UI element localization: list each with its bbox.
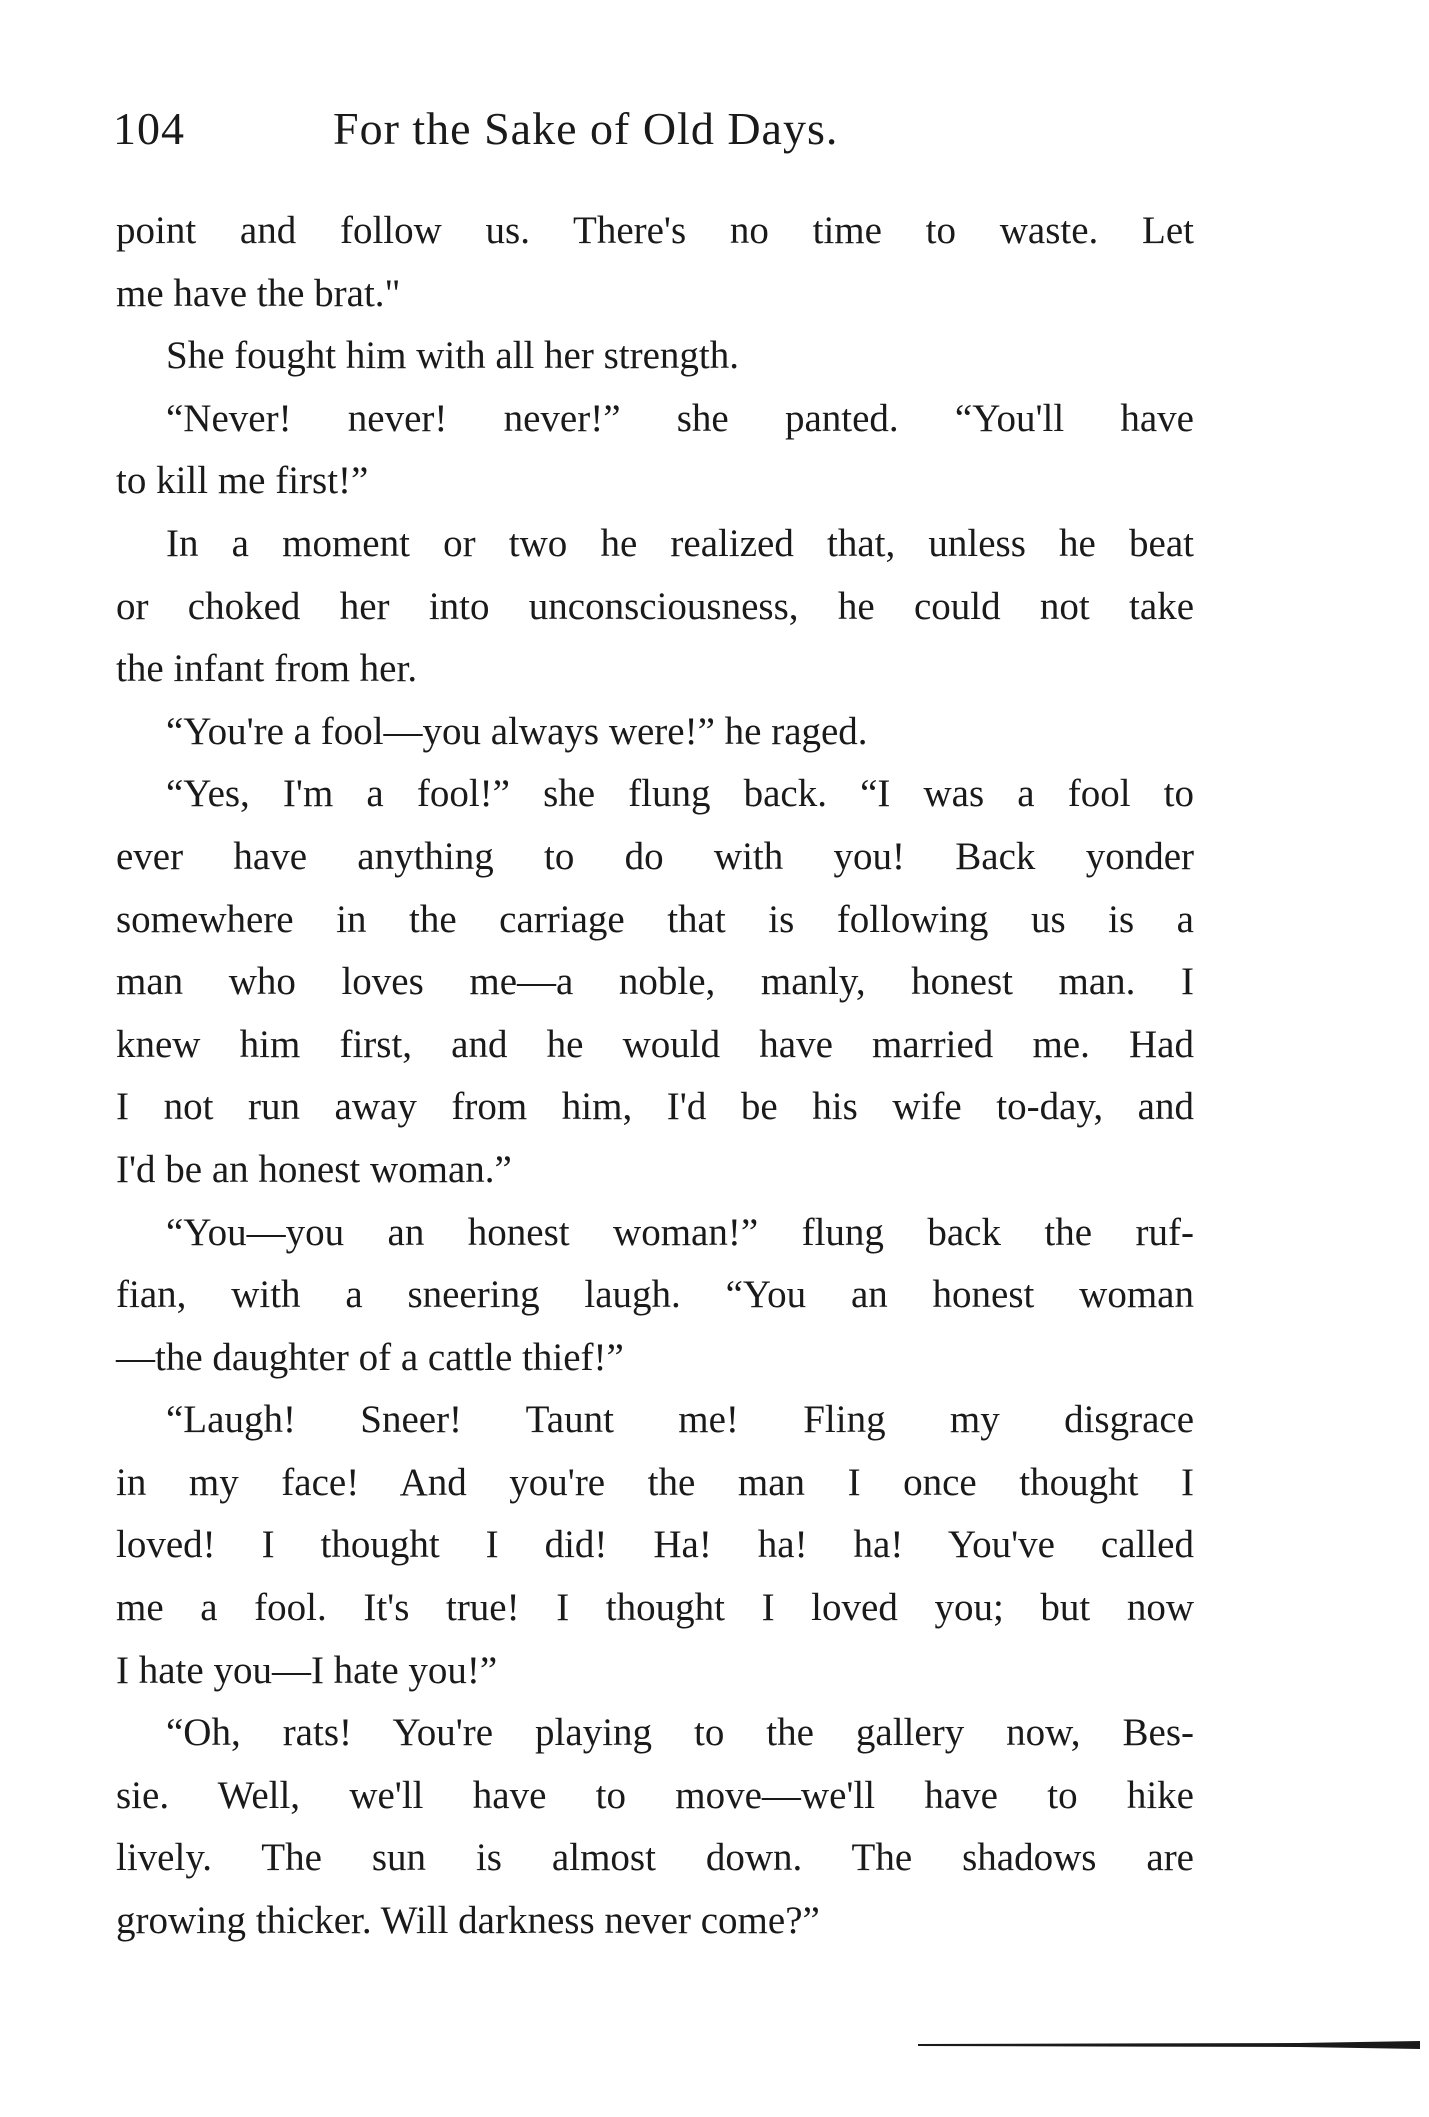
text-line: in my face! And you're the man I once thought I xyxy=(116,1460,1194,1504)
footer-rule xyxy=(918,2041,1420,2049)
text-line: to kill me first!” xyxy=(116,459,369,503)
text-line: me a fool. It's true! I thought I loved you; but now xyxy=(116,1586,1194,1630)
body-text xyxy=(116,200,1194,1953)
text-line: I not run away from him, I'd be his wife to-day, and xyxy=(116,1085,1194,1129)
text-line: She fought him with all her strength. xyxy=(166,334,740,378)
text-line: man who loves me—a noble, manly, honest man. I xyxy=(116,960,1194,1004)
text-line: knew him first, and he would have married me. Had xyxy=(116,1022,1194,1066)
text-line: “You—you an honest woman!” flung back the ruf- xyxy=(166,1210,1194,1254)
text-line: “Never! never! never!” she panted. “You'll have xyxy=(166,396,1194,440)
text-line: ever have anything to do with you! Back yonder xyxy=(116,834,1194,878)
text-line: the infant from her. xyxy=(116,647,418,691)
text-line: growing thicker. Will darkness never come?” xyxy=(116,1899,820,1943)
text-line: “Laugh! Sneer! Taunt me! Fling my disgrace xyxy=(166,1398,1194,1442)
text-line: I'd be an honest woman.” xyxy=(116,1147,512,1191)
text-line: somewhere in the carriage that is following us is a xyxy=(116,897,1194,941)
text-line: point and follow us. There's no time to waste. Let xyxy=(116,209,1194,252)
text-line: sie. Well, we'll have to move—we'll have to hike xyxy=(116,1773,1194,1817)
page-header xyxy=(113,102,1193,162)
text-line: “Yes, I'm a fool!” she flung back. “I was a fool to xyxy=(166,772,1194,816)
text-line: or choked her into unconsciousness, he could not take xyxy=(116,584,1194,628)
text-line: “You're a fool—you always were!” he raged. xyxy=(166,709,868,753)
text-line: In a moment or two he realized that, unless he beat xyxy=(166,521,1194,565)
text-line: fian, with a sneering laugh. “You an honest woman xyxy=(116,1273,1194,1317)
text-line: me have the brat." xyxy=(116,271,401,315)
text-line: loved! I thought I did! Ha! ha! ha! You've called xyxy=(116,1523,1194,1567)
running-title: For the Sake of Old Days. xyxy=(333,103,839,154)
text-line: I hate you—I hate you!” xyxy=(116,1648,498,1692)
text-line: “Oh, rats! You're playing to the gallery now, Bes- xyxy=(166,1711,1194,1755)
text-line: —the daughter of a cattle thief!” xyxy=(116,1335,624,1379)
page-number: 104 xyxy=(113,103,185,154)
text-line: lively. The sun is almost down. The shadows are xyxy=(116,1836,1194,1880)
footer-rule-line xyxy=(918,2041,1420,2049)
